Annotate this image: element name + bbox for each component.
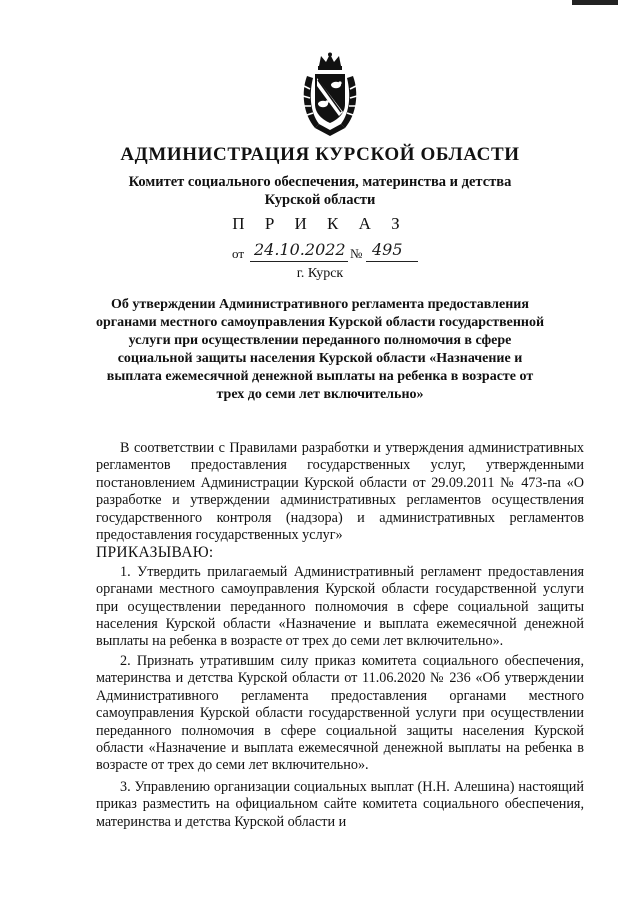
decree-word: ПРИКАЗЫВАЮ: <box>96 544 214 562</box>
handwritten-number: 495 <box>372 240 403 259</box>
organization-title: АДМИНИСТРАЦИЯ КУРСКОЙ ОБЛАСТИ <box>120 144 520 165</box>
order-body <box>96 440 584 831</box>
kursk-region-coat-of-arms-icon <box>301 52 359 138</box>
order-date-number <box>230 240 430 266</box>
document-type: П Р И К А З <box>232 214 408 233</box>
committee-line-2: Курской области <box>264 192 376 208</box>
preamble-paragraph: В соответствии с Правилами разработки и утверждения административных регламентов предоставления государственных услуг, утвержденными постановлением Администрации Курской области от 29.09.2011 № 473-па «О разработке и утверждении административных регламентов осуществления государственного контроля (надзора) и административных регламентов предоставления государственных услуг» <box>96 440 584 544</box>
item-1-paragraph: 1. Утвердить прилагаемый Административный регламент предоставления органами местного самоуправления Курской области государственной услуги при осуществлении переданного полномочия в сфере социальной защиты населения Курской области «Назначение и выплата ежемесячной денежной выплаты на ребенка в возрасте от трех до семи лет включительно». <box>96 563 584 650</box>
committee-name <box>0 173 640 209</box>
date-underline <box>250 261 348 262</box>
item-2-paragraph: 2. Признать утратившим силу приказ комитета социального обеспечения, материнства и детства Курской области от 11.06.2020 № 236 «Об утверждении Административного регламента предоставления органами местного самоуправления Курской области государственной услуги при осуществлении переданного полномочия в сфере социальной защиты населения Курской области «Назначение и выплата ежемесячной денежной выплаты на ребенка в возрасте от трех до семи лет включительно». <box>96 652 584 774</box>
date-prefix: от <box>232 246 245 261</box>
scan-edge-mark <box>572 0 618 5</box>
city: г. Курск <box>296 266 344 281</box>
committee-line-1: Комитет социального обеспечения, материнства и детства <box>128 174 512 190</box>
number-underline <box>366 261 418 262</box>
handwritten-date: 24.10.2022 <box>254 240 346 259</box>
item-3-paragraph: 3. Управлению организации социальных выплат (Н.Н. Алешина) настоящий приказ разместить на официальном сайте комитета социального обеспечения, материнства и детства Курской области и <box>96 778 584 830</box>
order-subject: Об утверждении Административного регламента предоставления органами местного самоуправления Курской области государственной услуги при осуществлении переданного полномочия в сфере социальной защиты населения Курской области «Назначение и выплата ежемесячной денежной выплаты на ребенка в возрасте от трех до семи лет включительно» <box>95 297 545 402</box>
number-prefix: № <box>350 246 363 261</box>
